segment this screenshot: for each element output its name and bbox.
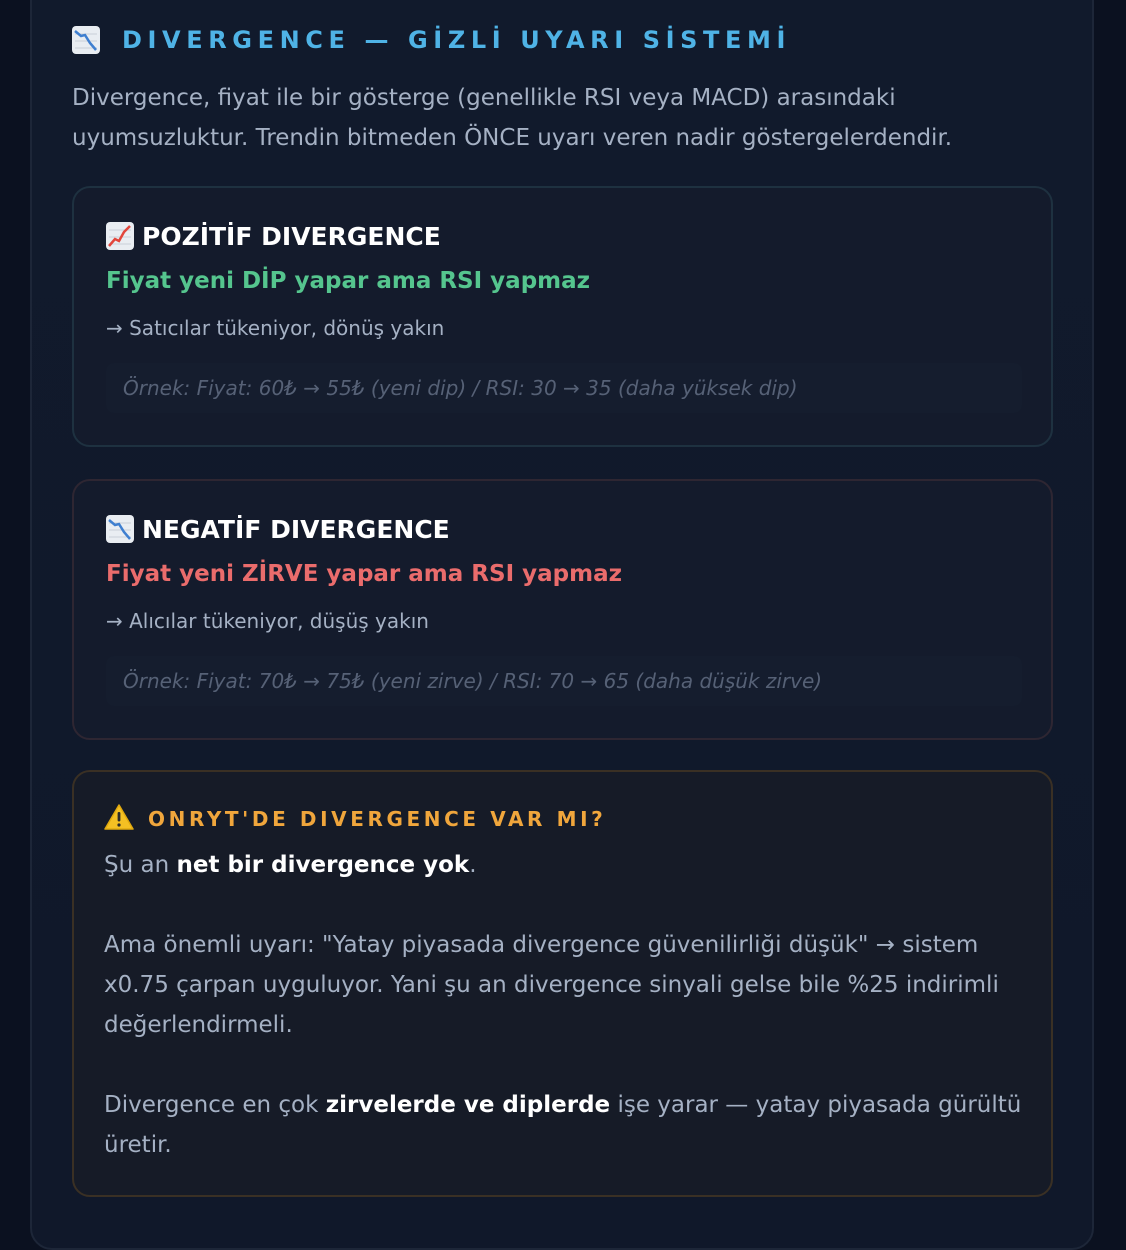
status-paragraph-3: [104, 1085, 1024, 1165]
tip-text: Divergence en çok: [104, 1092, 326, 1118]
intro-text: Divergence, fiyat ile bir gösterge (genellikle RSI veya MACD) arasındaki uyumsuzluktur. Trendin bitmeden ÖNCE uyarı veren nadir göstergelerdendir.: [72, 85, 953, 151]
status-emphasis: net bir divergence yok: [176, 852, 470, 878]
positive-divergence-card: [72, 186, 1053, 447]
section-header: [72, 20, 791, 60]
status-text: Şu an: [104, 852, 177, 878]
negative-card-note: → Alıcılar tükeniyor, düşüş yakın: [106, 609, 429, 633]
negative-card-title: NEGATİF DIVERGENCE: [142, 514, 450, 544]
negative-card-subtitle: Fiyat yeni ZİRVE yapar ama RSI yapmaz: [106, 561, 622, 587]
chart-increasing-icon: [106, 222, 134, 250]
positive-card-subtitle: Fiyat yeni DİP yapar ama RSI yapmaz: [106, 268, 591, 294]
chart-decreasing-icon: [72, 26, 100, 54]
negative-card-example: Örnek: Fiyat: 70₺ → 75₺ (yeni zirve) / RSI: 70 → 65 (daha düşük zirve): [106, 656, 1022, 706]
section-title: DIVERGENCE — GİZLİ UYARI SİSTEMİ: [122, 26, 791, 54]
positive-card-header: [106, 218, 441, 254]
status-paragraph-2: Ama önemli uyarı: "Yatay piyasada divergence güvenilirliği düşük" → sistem x0.75 çarpan uyguluyor. Yani şu an divergence sinyali gelse bile %25 indirimli değerlendirmeli.: [104, 932, 999, 1038]
positive-card-title: POZİTİF DIVERGENCE: [142, 221, 441, 251]
divergence-status-card: [72, 770, 1053, 1197]
status-card-title: ONRYT'DE DIVERGENCE VAR MI?: [148, 807, 607, 831]
status-card-header: [104, 802, 606, 836]
tip-text-end: işe yarar — yatay piyasada gürültü üretir.: [104, 1092, 1022, 1158]
warning-icon: [104, 803, 134, 835]
status-text-end: .: [469, 852, 477, 878]
tip-emphasis: zirvelerde ve diplerde: [325, 1092, 611, 1118]
status-card-body: [104, 845, 1024, 1165]
negative-card-header: [106, 511, 450, 547]
negative-divergence-card: [72, 479, 1053, 740]
chart-decreasing-icon: [106, 515, 134, 543]
positive-card-example: Örnek: Fiyat: 60₺ → 55₺ (yeni dip) / RSI: 30 → 35 (daha yüksek dip): [106, 363, 1022, 413]
status-paragraph-1: [104, 845, 1024, 885]
positive-card-note: → Satıcılar tükeniyor, dönüş yakın: [106, 316, 445, 340]
